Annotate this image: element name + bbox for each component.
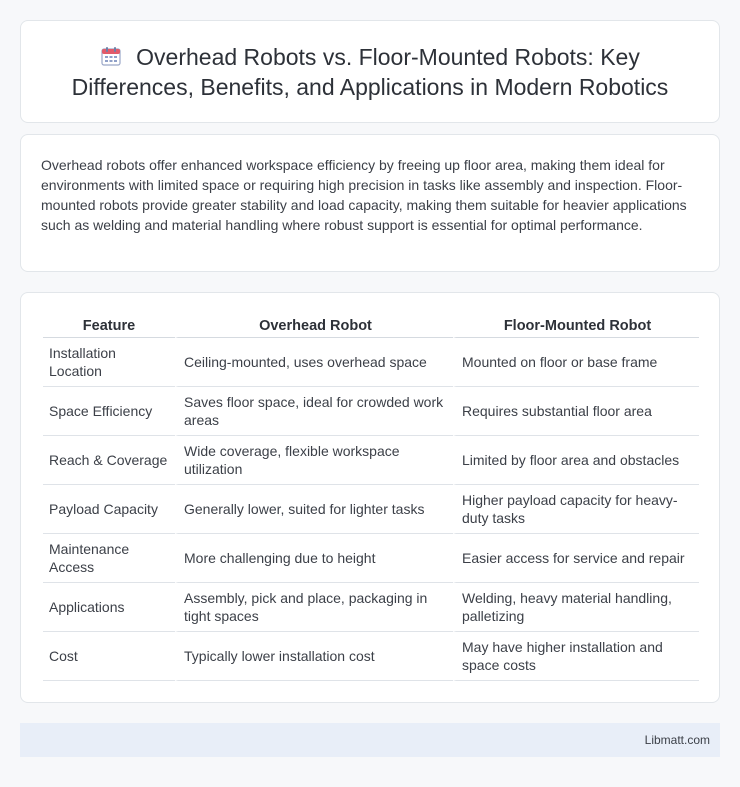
floor-mounted-cell: Limited by floor area and obstacles bbox=[453, 436, 699, 485]
table-row bbox=[43, 534, 699, 583]
floor-mounted-cell: Easier access for service and repair bbox=[453, 534, 699, 583]
column-header-floor-mounted: Floor-Mounted Robot bbox=[453, 313, 699, 338]
comparison-table bbox=[43, 313, 699, 681]
feature-cell: Installation Location bbox=[43, 338, 175, 387]
page-title-text: Overhead Robots vs. Floor-Mounted Robots: Key Differences, Benefits, and Applications in Modern Robotics bbox=[71, 43, 669, 100]
overhead-cell: Assembly, pick and place, packaging in tight spaces bbox=[175, 583, 453, 632]
feature-cell: Reach & Coverage bbox=[43, 436, 175, 485]
footer bbox=[20, 723, 720, 757]
page-title bbox=[41, 42, 699, 102]
overhead-cell: Wide coverage, flexible workspace utilization bbox=[175, 436, 453, 485]
column-header-overhead: Overhead Robot bbox=[175, 313, 453, 338]
feature-cell: Space Efficiency bbox=[43, 387, 175, 436]
floor-mounted-cell: Mounted on floor or base frame bbox=[453, 338, 699, 387]
table-header-row bbox=[43, 313, 699, 338]
floor-mounted-cell: Welding, heavy material handling, palletizing bbox=[453, 583, 699, 632]
floor-mounted-cell: May have higher installation and space costs bbox=[453, 632, 699, 681]
table-row bbox=[43, 387, 699, 436]
feature-cell: Payload Capacity bbox=[43, 485, 175, 534]
table-row bbox=[43, 436, 699, 485]
overhead-cell: Generally lower, suited for lighter tasks bbox=[175, 485, 453, 534]
table-row bbox=[43, 485, 699, 534]
floor-mounted-cell: Higher payload capacity for heavy-duty tasks bbox=[453, 485, 699, 534]
summary-card bbox=[20, 134, 720, 272]
overhead-cell: Typically lower installation cost bbox=[175, 632, 453, 681]
summary-text: Overhead robots offer enhanced workspace efficiency by freeing up floor area, making them ideal for environments with limited space or requiring high precision in tasks like assembly and inspection. Floor-mounted robots provide greater stability and load capacity, making them suitable for heavier applications such as welding and material handling where robust support is essential for optimal performance. bbox=[41, 157, 687, 233]
overhead-cell: More challenging due to height bbox=[175, 534, 453, 583]
footer-site-link[interactable]: Libmatt.com bbox=[644, 733, 710, 747]
overhead-cell: Saves floor space, ideal for crowded work areas bbox=[175, 387, 453, 436]
table-row bbox=[43, 632, 699, 681]
feature-cell: Maintenance Access bbox=[43, 534, 175, 583]
feature-cell: Applications bbox=[43, 583, 175, 632]
title-card bbox=[20, 20, 720, 123]
calendar-icon bbox=[100, 44, 122, 66]
overhead-cell: Ceiling-mounted, uses overhead space bbox=[175, 338, 453, 387]
floor-mounted-cell: Requires substantial floor area bbox=[453, 387, 699, 436]
comparison-table-card bbox=[20, 292, 720, 703]
column-header-feature: Feature bbox=[43, 313, 175, 338]
feature-cell: Cost bbox=[43, 632, 175, 681]
table-row bbox=[43, 583, 699, 632]
table-row bbox=[43, 338, 699, 387]
